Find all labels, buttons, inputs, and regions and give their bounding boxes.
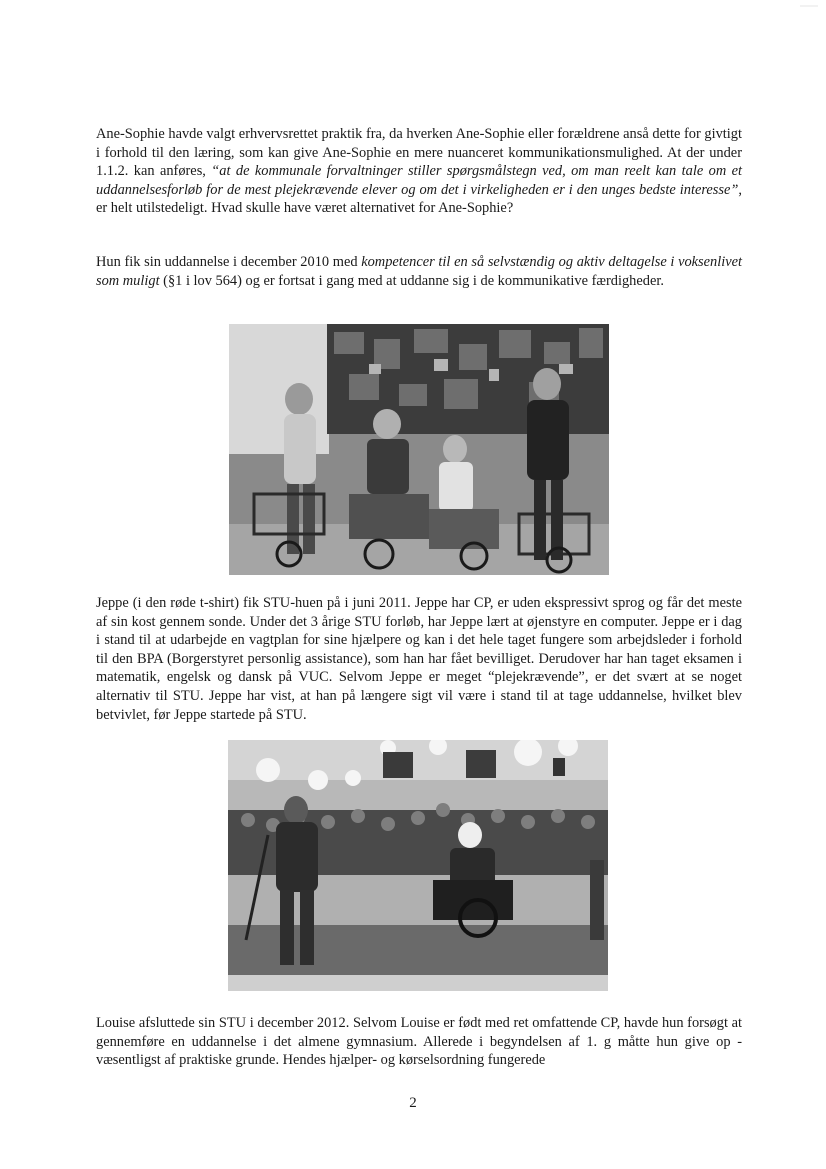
paragraph-ane-sophie-uddannelse (96, 253, 742, 290)
text-run: Hun fik sin uddannelse i december 2010 med (96, 254, 362, 270)
quote-italic: kompetencer til en så selvstændig og aktiv deltagelse i voksenlivet som muligt (96, 254, 742, 289)
page-number: 2 (409, 1095, 417, 1111)
scan-mark (800, 5, 818, 7)
paragraph-ane-sophie-praktik (96, 125, 742, 218)
paragraph-louise: Louise afsluttede sin STU i december 2012. Selvom Louise er født med ret omfattende CP, havde hun forsøgt at gennemføre en uddannelse i det almene gymnasium. Allerede i begyndelsen af 1. g måtte hun give op - væsentligst af praktiske grunde. Hendes hjælper- og kørselsordning fungerede (96, 1015, 742, 1069)
quote-italic: “at de kommunale forvaltninger stiller spørgsmålstegn ved, om man reelt kan tale om et uddannelsesforløb for de mest plejekrævende elever og om det i virkeligheden er i den unges bedste interesse” (96, 163, 742, 198)
text-run: , er helt utilstedeligt. Hvad skulle have været alternativet for Ane-Sophie? (96, 181, 742, 217)
photo-stu-graduates-jeppe (229, 324, 609, 575)
photo-stu-ceremony-hall (228, 740, 608, 991)
text-run: (§1 i lov 564) og er fortsat i gang med at uddanne sig i de kommunikative færdigheder. (159, 272, 664, 289)
text-run: Ane-Sophie havde valgt erhvervsrettet praktik fra, da hverken Ane-Sophie eller forældrene anså dette for givtigt i forhold til den læring, som kan give Ane-Sophie en mere nuanceret kommunikationsmulighed. At der under 1.1.2. kan anføres, (96, 126, 742, 180)
paragraph-jeppe: Jeppe (i den røde t-shirt) fik STU-huen på i juni 2011. Jeppe har CP, er uden ekspressivt sprog og får det meste af sin kost gennem sonde. Under det 3 årige STU forløb, har Jeppe lært at øjenstyre en computer. Jeppe er i dag i stand til at udarbejde en vagtplan for sine hjælpere og kan i det hele taget fungere som arbejdsleder i forhold til den BPA (Borgerstyret personlig assistance), som han har fået bevilliget. Derudover har han taget eksamen i matematik, engelsk og dansk på VUC. Selvom Jeppe er meget “plejekrævende”, er det svært at se noget alternativ til STU. Jeppe har vist, at han på længere sigt vil være i stand til at tage uddannelse, hvilket blev betvivlet, før Jeppe startede på STU. (96, 595, 742, 723)
